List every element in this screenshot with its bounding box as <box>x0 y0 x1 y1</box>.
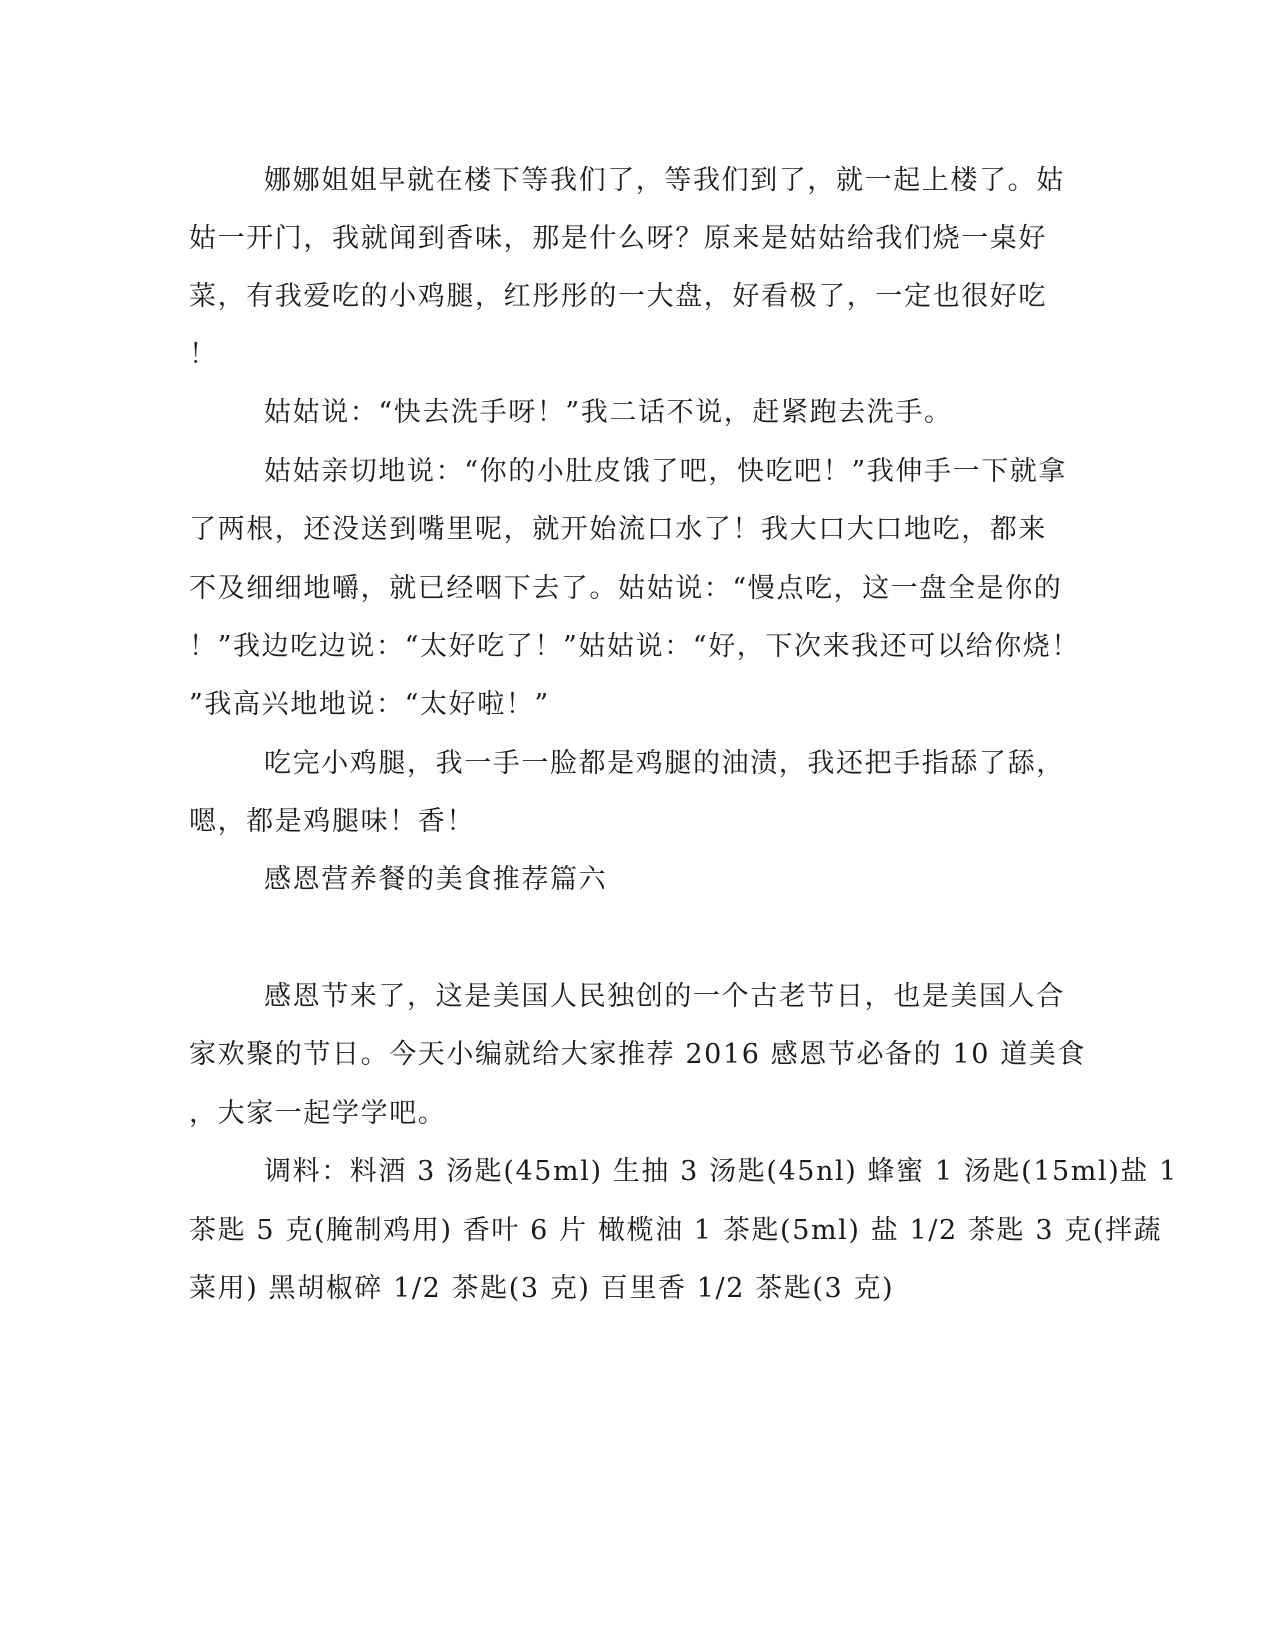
text-line: 嗯，都是鸡腿味！香！ <box>189 806 475 837</box>
text-line: 娜娜姐姐早就在楼下等我们了，等我们到了，就一起上楼了。姑 <box>264 165 1065 196</box>
text-line: 感恩节来了，这是美国人民独创的一个古老节日，也是美国人合 <box>264 981 1065 1012</box>
text-line: 姑姑亲切地说：“你的小肚皮饿了吧，快吃吧！”我伸手一下就拿 <box>264 456 1068 487</box>
text-line: ！ <box>189 339 218 370</box>
text-line: 姑一开门，我就闻到香味，那是什么呀？原来是姑姑给我们烧一桌好 <box>189 223 1047 254</box>
text-line: ”我高兴地地说：“太好啦！” <box>189 689 550 720</box>
text-line: 茶匙 5 克(腌制鸡用) 香叶 6 片 橄榄油 1 茶匙(5ml) 盐 1/2 茶匙 3 克(拌蔬 <box>189 1215 1163 1246</box>
text-line: 调料：料酒 3 汤匙(45ml) 生抽 3 汤匙(45nl) 蜂蜜 1 汤匙(15ml)盐 1 <box>264 1156 1178 1187</box>
text-line: 吃完小鸡腿，我一手一脸都是鸡腿的油渍，我还把手指舔了舔， <box>264 748 1065 779</box>
text-line: 菜用) 黑胡椒碎 1/2 茶匙(3 克) 百里香 1/2 茶匙(3 克) <box>189 1273 895 1304</box>
text-line: ，大家一起学学吧。 <box>189 1098 447 1129</box>
section-heading: 感恩营养餐的美食推荐篇六 <box>264 864 608 895</box>
text-line: 家欢聚的节日。今天小编就给大家推荐 2016 感恩节必备的 10 道美食 <box>189 1039 1086 1070</box>
text-line: 姑姑说：“快去洗手呀！”我二话不说，赶紧跑去洗手。 <box>264 397 953 428</box>
text-line: 了两根，还没送到嘴里呢，就开始流口水了！我大口大口地吃，都来 <box>189 514 1047 545</box>
text-line: 菜，有我爱吃的小鸡腿，红彤彤的一大盘，好看极了，一定也很好吃 <box>189 281 1047 312</box>
text-line: ！”我边吃边说：“太好吃了！”姑姑说：“好，下次来我还可以给你烧！ <box>189 631 1081 662</box>
text-line: 不及细细地嚼，就已经咽下去了。姑姑说：“慢点吃，这一盘全是你的 <box>189 573 1063 604</box>
